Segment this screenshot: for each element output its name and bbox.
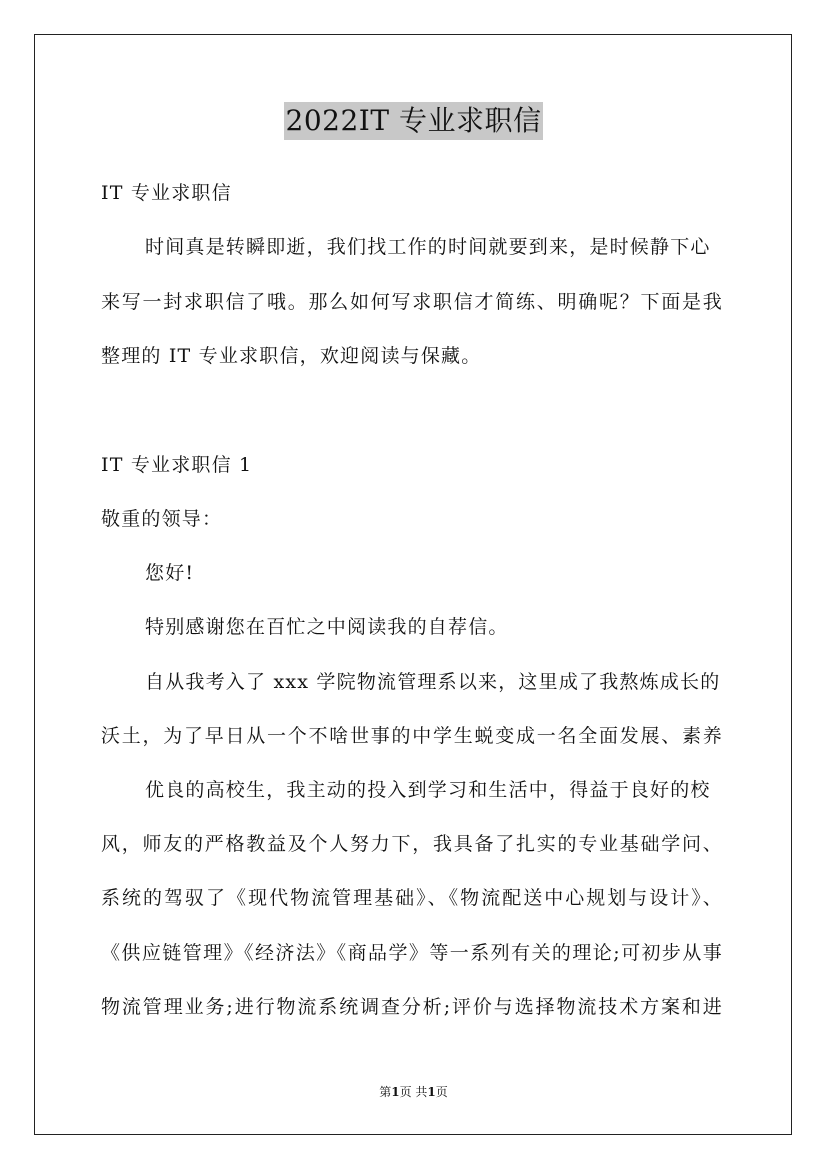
intro-line-3: 整理的 IT 专业求职信，欢迎阅读与保藏。 — [101, 345, 482, 367]
section-heading: IT 专业求职信 1 — [101, 454, 253, 476]
greeting: 您好! — [145, 562, 195, 584]
footer-mid: 页 共 — [399, 1085, 428, 1099]
body-line-1: 自从我考入了 xxx 学院物流管理系以来，这里成了我熬炼成长的 — [145, 671, 721, 693]
body-line-5: 系统的驾驭了《现代物流管理基础》、《物流配送中心规划与设计》、 — [101, 887, 723, 909]
body-line-4: 风，师友的严格教益及个人努力下，我具备了扎实的专业基础学问、 — [101, 833, 723, 855]
footer-page-current: 1 — [391, 1085, 400, 1099]
document-subtitle: IT 专业求职信 — [101, 182, 232, 204]
salutation: 敬重的领导： — [101, 508, 223, 530]
document-title: 2022IT 专业求职信 — [284, 102, 544, 140]
body-line-7: 物流管理业务;进行物流系统调查分析;评价与选择物流技术方案和进 — [101, 996, 723, 1018]
page-footer — [0, 1084, 827, 1100]
footer-prefix: 第 — [379, 1085, 392, 1099]
body-line-3: 优良的高校生，我主动的投入到学习和生活中，得益于良好的校 — [145, 779, 711, 801]
intro-line-1: 时间真是转瞬即逝，我们找工作的时间就要到来，是时候静下心 — [145, 236, 711, 258]
thanks-line: 特别感谢您在百忙之中阅读我的自荐信。 — [145, 616, 509, 638]
footer-suffix: 页 — [435, 1085, 448, 1099]
title-container — [0, 102, 827, 140]
footer-page-total: 1 — [427, 1085, 436, 1099]
intro-line-2: 来写一封求职信了哦。那么如何写求职信才简练、明确呢？下面是我 — [101, 291, 723, 313]
body-line-6: 《供应链管理》《经济法》《商品学》等一系列有关的理论;可初步从事 — [101, 942, 723, 964]
body-line-2: 沃土，为了早日从一个不啥世事的中学生蜕变成一名全面发展、素养 — [101, 725, 723, 747]
